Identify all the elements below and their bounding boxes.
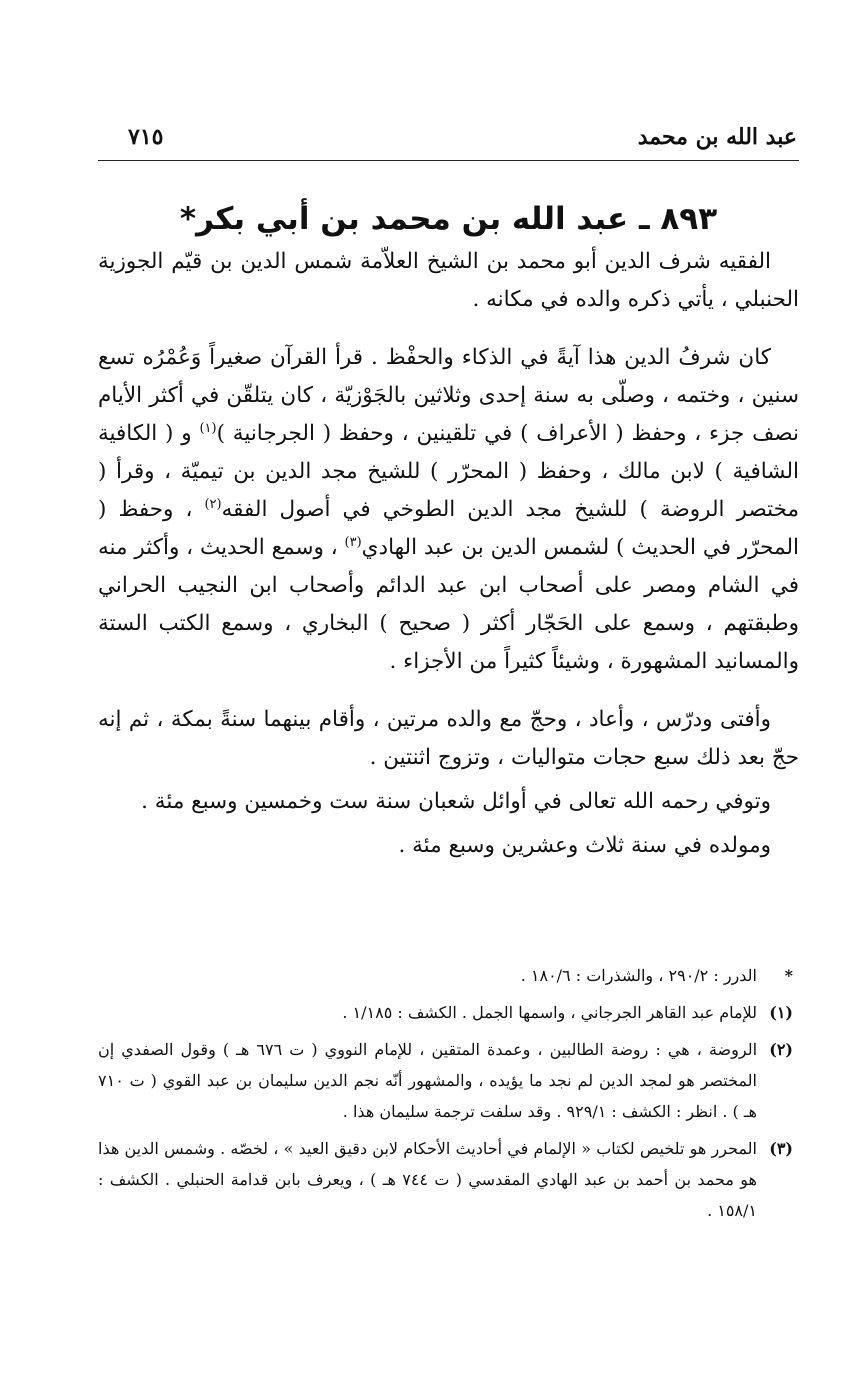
page-header <box>98 120 799 161</box>
page-number: ٧١٥ <box>128 124 164 150</box>
footnote-star <box>98 960 799 991</box>
footnote-ref: (٢) <box>204 496 222 512</box>
entry-title: ٨٩٣ ـ عبد الله بن محمد بن أبي بكر* <box>179 200 718 237</box>
footnote-marker: (١) <box>769 1003 793 1022</box>
running-head: عبد الله بن محمد <box>637 124 797 150</box>
paragraph-text: ، وحفظ ( المحرّر في الحديث ) لشمس الدين بن عبد الهادي <box>98 497 799 560</box>
paragraph-text: و ( الكافية الشافية ) لابن مالك ، وحفظ ( المحرّر ) للشيخ مجد الدين بن تيميّة ، وقرأ ( مختصر الروضة ) للشيخ مجد الدين الطوخي في أصول الفقه <box>98 421 799 522</box>
paragraph-death: وتوفي رحمه الله تعالى في أوائل شعبان سنة ست وخمسين وسبع مئة . <box>141 789 771 814</box>
paragraph-birth: ومولده في سنة ثلاث وعشرين وسبع مئة . <box>398 833 771 858</box>
footnote-text: الروضة ، هي : روضة الطالبين ، وعمدة المتقين ، للإمام النووي ( ت ٦٧٦ هـ ) وقول الصفدي إن المختصر هو لمجد الدين لم نجد ما يؤيده ، والمشهور أنّه نجم الدين سليمان بن عبد القوي ( ت ٧١٠ هـ ) . انظر : الكشف : ٩٢٩/١ . وقد سلفت ترجمة سليمان هذا . <box>98 1040 758 1121</box>
footnote-text: الدرر : ٢٩٠/٢ ، والشذرات : ١٨٠/٦ . <box>520 966 757 985</box>
paragraph-career: وأفتى ودرّس ، وأعاد ، وحجّ مع والده مرتين ، وأقام بينهما سنةً بمكة ، ثم إنه حجّ بعد ذلك سبع حجات متواليات ، وتزوج اثنتين . <box>98 707 799 770</box>
biography-body <box>98 243 799 871</box>
footnote-marker: * <box>784 966 793 985</box>
footnote-text: المحرر هو تلخيص لكتاب « الإلمام في أحاديث الأحكام لابن دقيق العيد » ، لخصّه . وشمس الدين هذا هو محمد بن أحمد بن عبد الهادي المقدسي ( ت ٧٤٤ هـ ) ، ويعرف بابن قدامة الحنبلي . الكشف : ١٥٨/١ . <box>98 1139 757 1220</box>
footnote-ref: (١) <box>199 420 217 436</box>
footnote-3 <box>98 1133 799 1226</box>
footnotes <box>98 960 799 1232</box>
footnote-text: للإمام عبد القاهر الجرجاني ، واسمها الجمل . الكشف : ١/١٨٥ . <box>342 1003 757 1022</box>
footnote-1 <box>98 997 799 1028</box>
paragraph-intro: الفقيه شرف الدين أبو محمد بن الشيخ العلاّمة شمس الدين بن قيّم الجوزية الحنبلي ، يأتي ذكره والده في مكانه . <box>98 249 799 312</box>
footnote-2 <box>98 1034 799 1127</box>
paragraph-text: ، وسمع الحديث ، وأكثر منه في الشام ومصر على أصحاب ابن عبد الدائم وأصحاب ابن النجيب الحراني وطبقتهم ، وسمع على الحَجّار أكثر ( صحيح ) البخاري ، وسمع الكتب الستة والمسانيد المشهورة ، وشيئاً كثيراً من الأجزاء . <box>98 535 799 674</box>
paragraph-text: كان شرفُ الدين هذا آيةً في الذكاء والحفْظ . قرأ القرآن صغيراً وَعُمْرُه تسع سنين ، وختمه ، وصلّى به سنة إحدى وثلاثين بالجَوْزيّة ، كان يتلقّن في أكثر الأيام نصف جزء ، وحفظ ( الأعراف ) في تلقينين ، وحفظ ( الجرجانية ) <box>98 345 799 446</box>
footnote-marker: (٣) <box>769 1139 793 1158</box>
footnote-marker: (٢) <box>769 1040 793 1059</box>
paragraph-education <box>98 339 799 681</box>
footnote-ref: (٣) <box>344 534 362 550</box>
